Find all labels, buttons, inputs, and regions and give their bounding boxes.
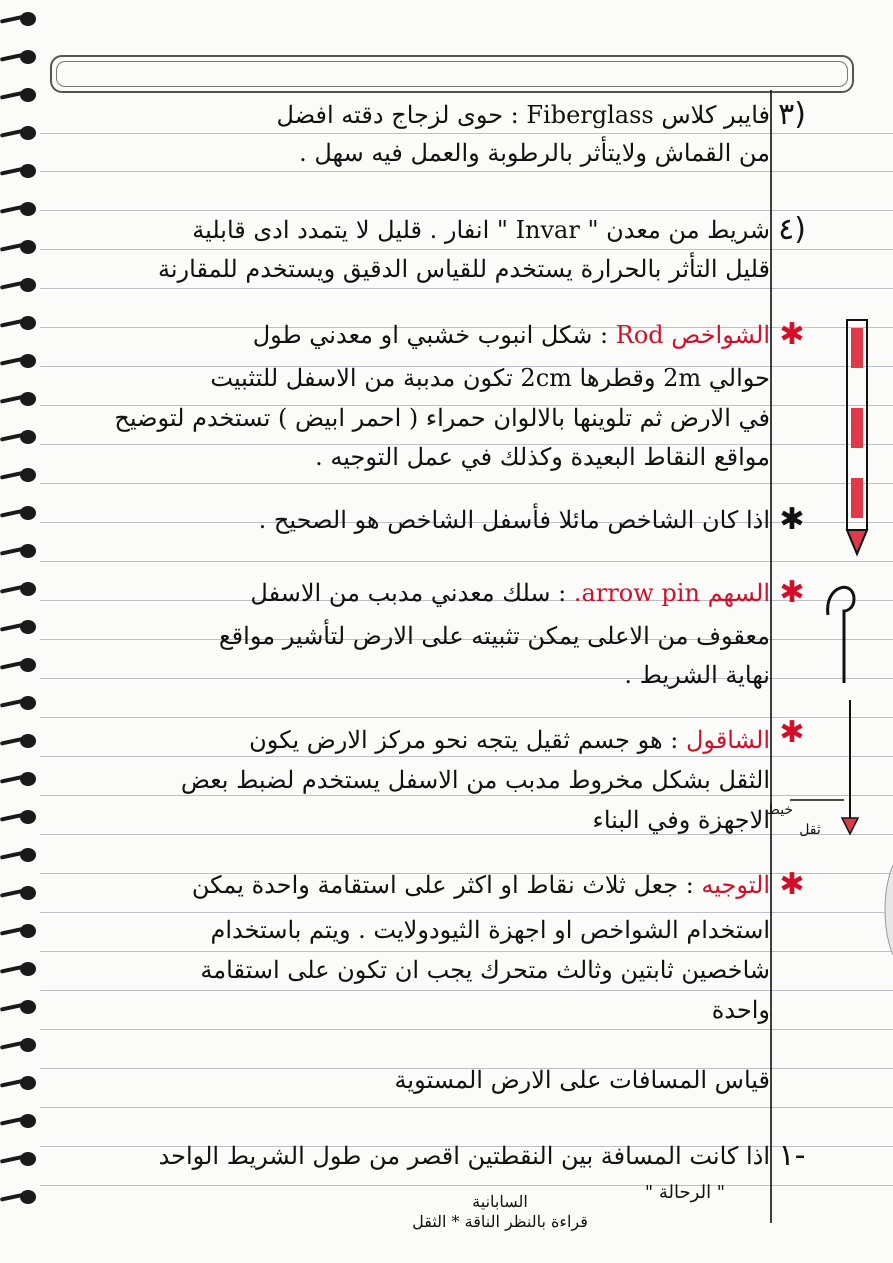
heading-arrow-text: : سلك معدني مدبب من الاسفل: [250, 579, 567, 607]
note-line: حوالي 2m وقطرها 2cm تكون مدببة من الاسفل للتثبيت: [210, 364, 770, 392]
item-number-1: ١-: [778, 1138, 806, 1173]
note-line: معقوف من الاعلى يمكن تثبيته على الارض لتأشير مواقع: [218, 622, 770, 650]
heading-plumb: الشاقول: [685, 726, 770, 754]
note-line: في الارض ثم تلوينها بالالوان حمراء ( احمر ابيض ) تستخدم لتوضيح: [114, 404, 770, 432]
page-edge-curl: [860, 855, 893, 965]
spiral-ring: [0, 164, 42, 178]
spiral-ring: [0, 1114, 42, 1128]
note-line-heading: [50, 315, 770, 355]
heading-rod-latin: Rod: [615, 321, 664, 349]
plumb-label-weight: ثقل: [799, 822, 821, 838]
note-line: الاجهزة وفي البناء: [592, 806, 770, 834]
note-line: شاخصين ثابتين وثالث متحرك يجب ان تكون على استقامة: [200, 956, 770, 984]
ruled-line: [40, 483, 893, 484]
spiral-ring: [0, 848, 42, 862]
spiral-ring: [0, 810, 42, 824]
note-line: شريط من معدن " Invar " انفار . قليل لا يتمدد ادى قابلية: [192, 216, 770, 244]
spiral-ring: [0, 620, 42, 634]
note-line: اذا كان الشاخص مائلا فأسفل الشاخص هو الصحيح .: [258, 506, 770, 534]
bottom-annotation-line2: قراءة بالنظر الناقة * الثقل: [412, 1212, 588, 1231]
arrow-pin-sketch: [820, 575, 860, 685]
note-line: نهاية الشريط .: [624, 661, 770, 689]
spiral-ring: [0, 50, 42, 64]
note-line: واحدة: [711, 996, 770, 1024]
asterisk-icon: ✱: [779, 502, 805, 537]
spiral-ring: [0, 658, 42, 672]
spiral-ring: [0, 12, 42, 26]
spiral-ring: [0, 1152, 42, 1166]
ruled-line: [40, 561, 893, 562]
note-line: الثقل بشكل مخروط مدبب من الاسفل يستخدم لضبط بعض: [180, 766, 770, 794]
note-line: مواقع النقاط البعيدة وكذلك في عمل التوجيه .: [315, 443, 770, 471]
spiral-ring: [0, 1190, 42, 1204]
asterisk-icon: ✱: [779, 317, 805, 352]
spiral-ring: [0, 430, 42, 444]
note-line: فايبر كلاس Fiberglass : حوى لزجاج دقته افضل: [276, 101, 770, 129]
note-line: استخدام الشواخص او اجهزة الثيودولايت . ويتم باستخدام: [210, 916, 770, 944]
spiral-ring: [0, 240, 42, 254]
spiral-ring: [0, 544, 42, 558]
note-line-heading: [50, 865, 770, 905]
spiral-ring: [0, 886, 42, 900]
spiral-ring: [0, 126, 42, 140]
spiral-ring: [0, 88, 42, 102]
item-number-4: ٤): [778, 212, 806, 247]
spiral-ring: [0, 506, 42, 520]
spiral-ring: [0, 468, 42, 482]
bottom-annotation-line1: السابانية: [472, 1192, 528, 1211]
bottom-quote: " الرحالة ": [644, 1182, 726, 1203]
ruled-line: [40, 1185, 893, 1186]
spiral-ring: [0, 1000, 42, 1014]
spiral-ring: [0, 962, 42, 976]
note-line-heading: [50, 573, 770, 613]
margin-line: [770, 90, 772, 1223]
spiral-ring: [0, 316, 42, 330]
plumb-label-string: خيط: [766, 802, 794, 818]
note-line: قليل التأثر بالحرارة يستخدم للقياس الدقيق ويستخدم للمقارنة: [158, 255, 770, 283]
note-line-heading: [90, 720, 770, 760]
heading-alignment: التوجيه: [701, 871, 770, 899]
spiral-ring: [0, 582, 42, 596]
heading-plumb-text: : هو جسم ثقيل يتجه نحو مركز الارض يكون: [249, 726, 679, 754]
spiral-ring: [0, 1076, 42, 1090]
asterisk-icon: ✱: [779, 867, 805, 902]
heading-arrow: السهم: [707, 579, 770, 607]
ranging-rod-sketch: [842, 318, 872, 558]
spiral-ring: [0, 924, 42, 938]
spiral-ring: [0, 1038, 42, 1052]
section-title: قياس المسافات على الارض المستوية: [394, 1066, 770, 1094]
ruled-line: [40, 1107, 893, 1108]
spiral-ring: [0, 772, 42, 786]
heading-alignment-text: : جعل ثلاث نقاط او اكثر على استقامة واحدة يمكن: [191, 871, 694, 899]
spiral-ring: [0, 202, 42, 216]
spiral-ring: [0, 696, 42, 710]
note-line: اذا كانت المسافة بين النقطتين اقصر من طول الشريط الواحد: [158, 1142, 770, 1170]
spiral-ring: [0, 392, 42, 406]
page-header-frame: [50, 55, 854, 93]
asterisk-icon: ✱: [779, 575, 805, 610]
heading-arrow-latin: arrow pin.: [573, 579, 700, 607]
asterisk-icon: ✱: [779, 715, 805, 750]
spiral-ring: [0, 734, 42, 748]
spiral-ring: [0, 278, 42, 292]
heading-rod-text: : شكل انبوب خشبي او معدني طول: [252, 321, 609, 349]
heading-rod: الشواخص: [671, 321, 770, 349]
note-line: من القماش ولايتأثر بالرطوبة والعمل فيه سهل .: [299, 139, 770, 167]
spiral-ring: [0, 354, 42, 368]
item-number-3: ٣): [778, 97, 806, 132]
